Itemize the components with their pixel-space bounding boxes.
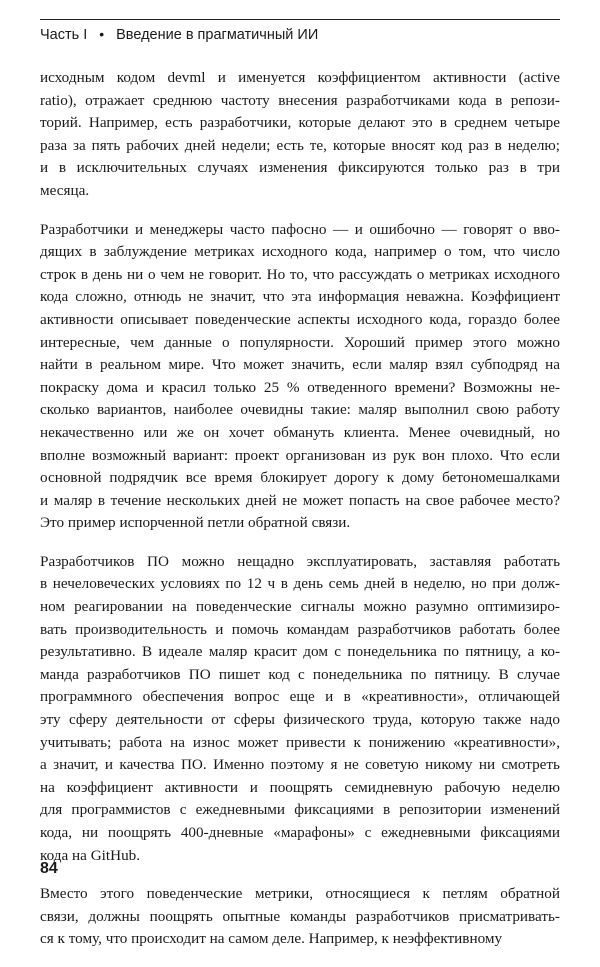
text-line: дящих в заблуждение метриках исходного кода, например о том, что число: [40, 243, 560, 261]
text-line: кода на GitHub.: [40, 846, 141, 864]
text-line: раза за пять рабочих дней недели; есть те, которые вносят код раз в неделю;: [40, 136, 560, 154]
page-body: [40, 67, 560, 967]
text-line: Это пример испорченной петли обратной связи.: [40, 514, 351, 532]
text-line: найти в реальном мире. Что может значить, если маляр взял субподряд на: [40, 356, 560, 374]
text-line: и в исключительных случаях изменения фиксируются только раз в три: [40, 159, 560, 177]
text-line: месяца.: [40, 181, 90, 199]
text-line: ном реагировании на поведенческие сигналы можно разумно оптимизиро-: [40, 598, 560, 616]
header-bullet: •: [99, 26, 105, 42]
text-line: вать производительность и помочь командам разработчиков работать более: [40, 620, 560, 638]
text-line: строк в день ни о чем не говорит. Но то, что рассуждать о метриках исходного: [40, 265, 560, 283]
text-line: и маляр в течение нескольких дней не может попасть на свое рабочее место?: [40, 491, 560, 509]
text-line: ся к тому, что происходит на самом деле. Например, к неэффективному: [40, 930, 503, 948]
text-line: Вместо этого поведенческие метрики, относящиеся к петлям обратной: [40, 885, 560, 903]
header-part: Часть I: [40, 27, 88, 43]
text-line: Разработчиков ПО можно нещадно эксплуатировать, заставляя работать: [40, 552, 560, 570]
text-line: активности описывает поведенческие аспекты исходного кода, гораздо более: [40, 310, 560, 328]
text-line: на коэффициент активности и поощрять семидневную рабочую неделю: [40, 778, 560, 796]
text-line: кода сложно, отнюдь не значит, что эта информация неважна. Коэффициент: [40, 288, 560, 306]
page-number: 84: [40, 860, 58, 877]
header-chapter-title: Введение в прагматичный ИИ: [116, 27, 319, 43]
text-line: учитывать; работа на износ может привести к понижению «креативности»,: [40, 733, 560, 751]
text-line: сколько вариантов, наиболее очевидны такие: маляр выполнил свою работу: [40, 401, 560, 419]
text-line: Разработчики и менеджеры часто пафосно — и ошибочно — говорят о вво-: [40, 220, 560, 238]
header-rule: [40, 19, 560, 20]
text-line: связи, должны поощрять опытные команды разработчиков присматривать-: [40, 907, 560, 925]
paragraph: [40, 883, 560, 951]
text-line: эту сферу деятельности от сферы физического труда, которую также надо: [40, 711, 560, 729]
paragraph: [40, 551, 560, 867]
text-line: результативно. В идеале маляр красит дом с понедельника по пятницу, а ко-: [40, 643, 560, 661]
text-line: кода, ни поощрять 400-дневные «марафоны» с ежедневными фиксациями: [40, 824, 560, 841]
text-line: манда разработчиков ПО пишет код с понедельника по пятницу. В случае: [40, 665, 560, 683]
text-line: для программистов с ежедневными фиксациями в репозитории изменений: [40, 801, 560, 819]
text-line: а значит, и качества ПО. Именно поэтому я не советую никому ни смотреть: [40, 756, 560, 774]
paragraph: [40, 219, 560, 535]
paragraph: [40, 67, 560, 203]
text-line: покраску дома и красил только 25 % отведенного времени? Возможны не-: [40, 378, 560, 396]
text-line: программного обеспечения вопрос еще и в «креативности», отличающей: [40, 688, 560, 706]
text-line: ratio), отражает среднюю частоту внесения разработчиками кода в репози-: [40, 91, 560, 109]
text-line: вполне возможный вариант: проект организован из рук вон плохо. Что если: [40, 446, 560, 464]
text-line: основной подрядчик все время блокирует дорогу к дому бетономешалками: [40, 469, 560, 487]
text-line: в нечеловеческих условиях по 12 ч в день семь дней в неделю, но при долж-: [40, 575, 560, 593]
text-line: интересные, чем данные о популярности. Хороший пример этого можно: [40, 333, 560, 351]
text-line: некачественно или же он хочет обмануть клиента. Менее очевидный, но: [40, 423, 560, 441]
text-line: исходным кодом devml и именуется коэффициентом активности (active: [40, 69, 560, 86]
text-line: торий. Например, есть разработчики, которые делают это в среднем четыре: [40, 114, 560, 132]
running-header: [40, 26, 560, 48]
